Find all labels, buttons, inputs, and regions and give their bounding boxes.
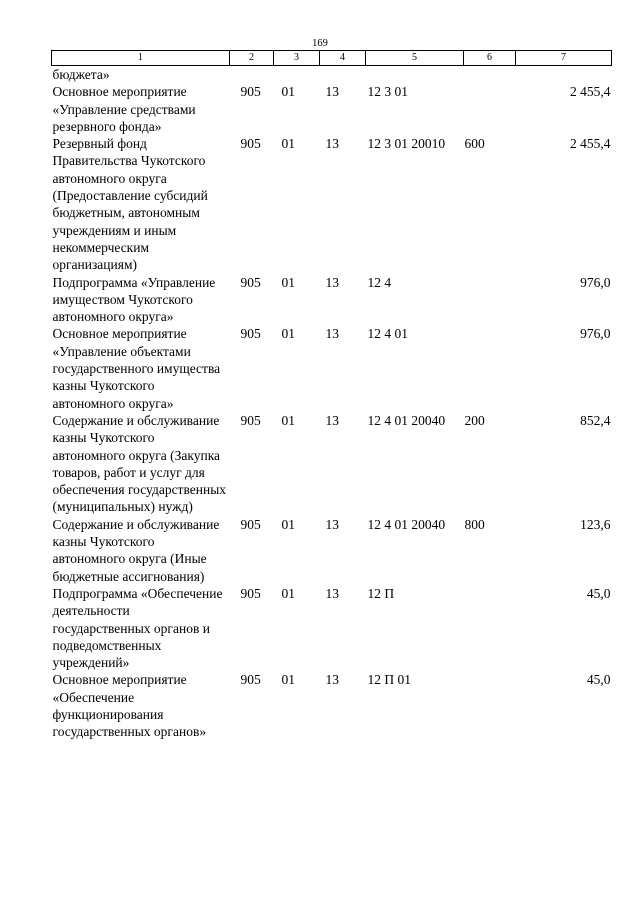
table-row [52, 83, 612, 135]
row-sum: 45,0 [586, 672, 611, 688]
table-row [52, 274, 612, 326]
row-pr: 13 [325, 516, 339, 532]
row-rz [274, 66, 320, 84]
header-col-5: 5 [366, 51, 464, 66]
row-grbs: 905 [240, 412, 261, 428]
row-name: Основное мероприятие «Обеспечение функционирования государственных органов» [52, 672, 207, 740]
header-col-7: 7 [516, 51, 612, 66]
row-sum: 976,0 [580, 274, 611, 290]
row-vr: 800 [464, 516, 485, 532]
row-pr: 13 [325, 274, 339, 290]
row-name: Содержание и обслуживание казны Чукотского автономного округа (Закупка товаров, работ и услуг для обеспечения государственных (муниципальных) нужд) [52, 412, 227, 515]
row-vr [464, 66, 516, 84]
row-rz: 01 [281, 326, 295, 342]
table-row [52, 671, 612, 740]
table-row [52, 325, 612, 411]
row-name: Содержание и обслуживание казны Чукотского автономного округа (Иные бюджетные ассигнования) [52, 516, 220, 584]
table-row [52, 412, 612, 516]
header-col-2: 2 [230, 51, 274, 66]
row-sum: 123,6 [580, 516, 611, 532]
row-pr: 13 [325, 585, 339, 601]
row-pr: 13 [325, 672, 339, 688]
row-grbs: 905 [240, 516, 261, 532]
column-number-header [52, 51, 612, 66]
header-col-4: 4 [320, 51, 366, 66]
header-col-6: 6 [464, 51, 516, 66]
header-col-1: 1 [52, 51, 230, 66]
row-vr: 200 [464, 412, 485, 428]
table-row [52, 66, 612, 84]
page-number: 169 [312, 38, 328, 49]
row-csr [366, 66, 464, 84]
row-vr [464, 671, 516, 740]
row-vr [464, 325, 516, 411]
row-vr [464, 274, 516, 326]
row-sum: 45,0 [586, 585, 611, 601]
table-row [52, 135, 612, 273]
row-grbs: 905 [240, 274, 261, 290]
row-pr: 13 [325, 136, 339, 152]
row-grbs: 905 [240, 84, 261, 100]
row-csr: 12 4 01 20040 [367, 412, 446, 428]
budget-table [51, 50, 612, 741]
row-rz: 01 [281, 84, 295, 100]
row-vr [464, 585, 516, 671]
row-grbs: 905 [240, 672, 261, 688]
row-pr: 13 [325, 84, 339, 100]
row-pr [320, 66, 366, 84]
row-grbs [230, 66, 274, 84]
row-rz: 01 [281, 274, 295, 290]
row-sum: 852,4 [580, 412, 611, 428]
row-csr: 12 3 01 20010 [367, 136, 446, 152]
row-rz: 01 [281, 136, 295, 152]
row-name: Резервный фонд Правительства Чукотского автономного округа (Предоставление субсидий бюджетным, автономным учреждениям и иным некоммерческим организациям) [52, 136, 208, 273]
row-csr: 12 П 01 [367, 672, 411, 688]
row-grbs: 905 [240, 326, 261, 342]
table-row [52, 585, 612, 671]
row-name: Основное мероприятие «Управление средствами резервного фонда» [52, 84, 196, 134]
row-grbs: 905 [240, 136, 261, 152]
row-name: Подпрограмма «Управление имуществом Чукотского автономного округа» [52, 274, 216, 325]
row-name: бюджета» [52, 67, 110, 82]
row-grbs: 905 [240, 585, 261, 601]
row-vr: 600 [464, 136, 485, 152]
row-csr: 12 3 01 [367, 84, 408, 100]
row-csr: 12 4 [367, 274, 392, 290]
row-sum: 2 455,4 [570, 136, 611, 152]
row-csr: 12 4 01 20040 [367, 516, 446, 532]
row-csr: 12 4 01 [367, 326, 408, 342]
row-sum [516, 66, 612, 84]
row-rz: 01 [281, 516, 295, 532]
row-pr: 13 [325, 412, 339, 428]
row-pr: 13 [325, 326, 339, 342]
header-col-3: 3 [274, 51, 320, 66]
row-vr [464, 83, 516, 135]
row-rz: 01 [281, 585, 295, 601]
row-name: Подпрограмма «Обеспечение деятельности государственных органов и подведомственных учреждений» [52, 585, 223, 671]
row-rz: 01 [281, 412, 295, 428]
row-sum: 976,0 [580, 326, 611, 342]
row-sum: 2 455,4 [570, 84, 611, 100]
row-csr: 12 П [367, 585, 395, 601]
table-row [52, 516, 612, 585]
row-name: Основное мероприятие «Управление объектами государственного имущества казны Чукотского автономного округа» [52, 326, 221, 411]
row-rz: 01 [281, 672, 295, 688]
